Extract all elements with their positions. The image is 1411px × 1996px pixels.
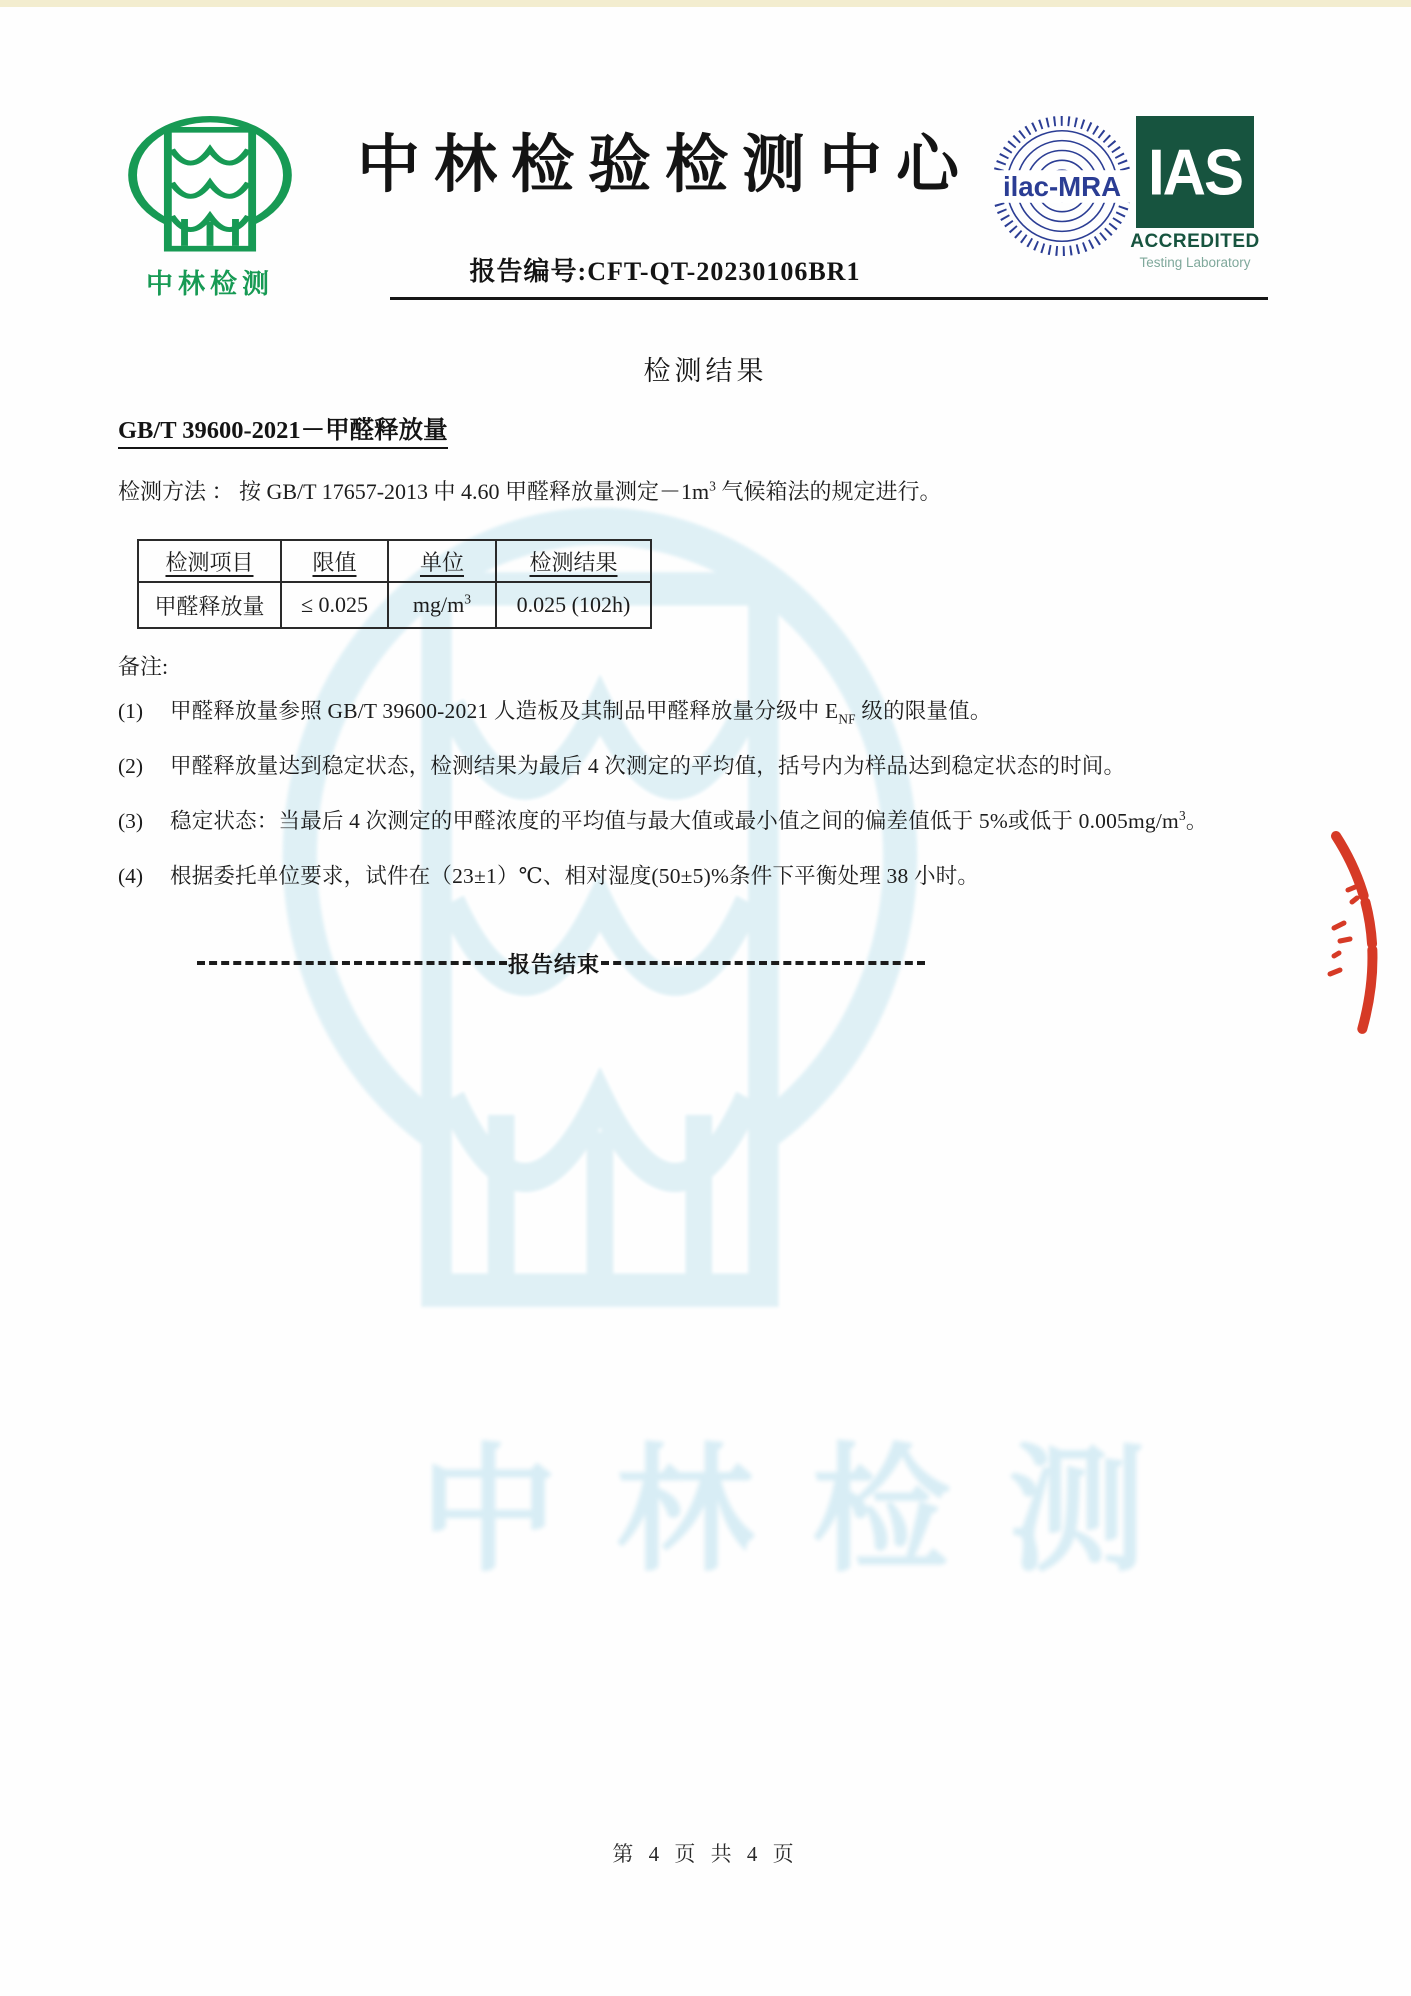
- notes-list: [118, 697, 1318, 917]
- header-divider: [390, 297, 1268, 300]
- table-cell-item: 甲醛释放量: [138, 582, 281, 628]
- table-data-row: [138, 582, 651, 628]
- method-superscript: 3: [709, 478, 716, 494]
- table-header-item: 检测项目: [138, 540, 281, 582]
- accredited-sublabel: Testing Laboratory: [1139, 255, 1251, 270]
- table-cell-limit: ≤ 0.025: [281, 582, 388, 628]
- report-number-label: 报告编号:: [469, 257, 588, 286]
- note-text: 甲醛释放量参照 GB/T 39600-2021 人造板及其制品甲醛释放量分级中 $E_{NF}$ 级的限量值。: [170, 699, 992, 727]
- report-number-line: [320, 251, 1010, 288]
- note-item: [118, 697, 1318, 725]
- note-item: [118, 807, 1318, 835]
- ilac-mra-label: ilac-MRA: [1002, 170, 1122, 202]
- org-title: 中林检验检测中心: [357, 130, 973, 200]
- ias-label: IAS: [1147, 135, 1243, 209]
- table-header-unit: 单位: [388, 540, 496, 582]
- ias-logo: [1136, 116, 1254, 228]
- note-number: (1): [118, 699, 144, 723]
- table-header-result: 检测结果: [496, 540, 651, 582]
- ilac-mra-logo-icon: [988, 112, 1136, 260]
- method-line: 检测方法 ： 按 GB/T 17657-2013 中 4.60 甲醛释放量测定$-1m^3$ 气候箱法的规定进行。: [118, 478, 942, 504]
- dash-segment: [197, 961, 507, 965]
- note-item: [118, 862, 1318, 890]
- table-cell-unit: $mg/m^3$: [388, 582, 496, 628]
- report-number-value: CFT-QT-20230106BR1: [587, 257, 861, 286]
- watermark-text: 中林检测: [420, 1434, 1205, 1588]
- report-end-label: 报告结束: [508, 951, 601, 977]
- note-text: 根据委托单位要求，试件在（23±1）℃、相对湿度(50±5)%条件下平衡处理 38 小时。: [170, 864, 980, 888]
- note-text: 稳定状态：当最后 4 次测定的甲醛浓度的平均值与最大值或最小值之间的偏差值低于 5%或低于 $0.005mg/m^3$。: [170, 807, 1208, 833]
- table-header-limit: 限值: [281, 540, 388, 582]
- result-heading: 检测结果: [643, 356, 768, 386]
- table-header-row: [138, 540, 651, 582]
- notes-label: 备注:: [118, 654, 169, 679]
- note-item: [118, 752, 1318, 780]
- note-number: (4): [118, 864, 144, 888]
- scan-edge-artifact: [0, 0, 1411, 7]
- org-logo-caption: 中林检测: [146, 269, 274, 299]
- note-number: (3): [118, 809, 144, 833]
- results-table: [137, 539, 652, 629]
- note-text: 甲醛释放量达到稳定状态，检测结果为最后 4 次测定的平均值，括号内为样品达到稳定状态的时间。: [170, 754, 1126, 778]
- table-cell-result: 0.025 (102h): [496, 582, 651, 628]
- accredited-label: ACCREDITED: [1130, 231, 1260, 252]
- dash-segment: [601, 961, 925, 965]
- section-heading: GB/T 39600-2021－甲醛释放量: [118, 411, 448, 446]
- red-stamp-icon: [1324, 828, 1411, 1038]
- report-end-divider: [197, 948, 925, 978]
- org-logo-icon: [112, 110, 308, 260]
- note-number: (2): [118, 754, 144, 778]
- page-footer: 第 4 页 共 4 页: [612, 1842, 799, 1866]
